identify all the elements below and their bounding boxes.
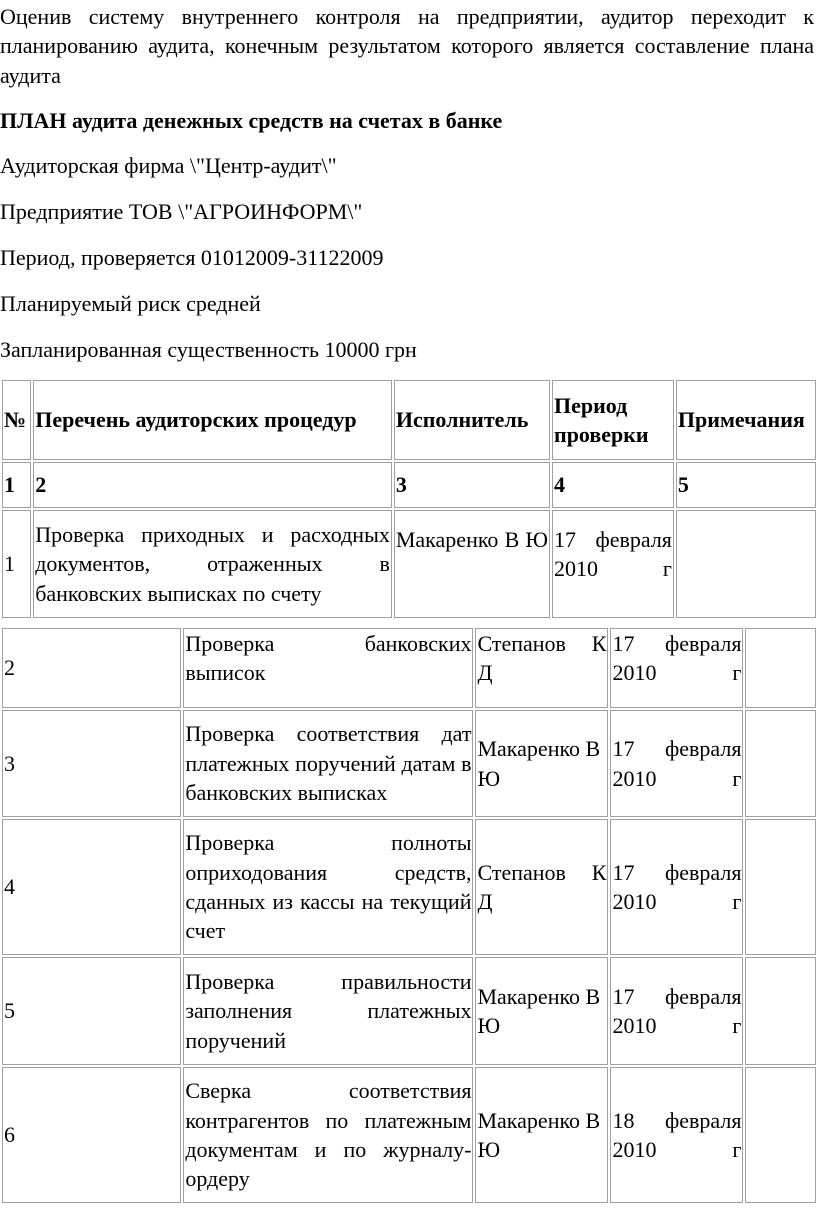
row-note <box>745 710 816 817</box>
col-number-1: 1 <box>2 462 31 508</box>
row-period: 18 февраля 2010 г <box>610 1067 743 1203</box>
row-procedure: Проверка банковских выписок <box>183 628 473 708</box>
row-note <box>676 510 816 618</box>
row-note <box>745 628 816 708</box>
row-procedure: Проверка правильности заполнения платежных поручений <box>183 957 473 1065</box>
info-enterprise: Предприятие ТОВ \"АГРОИНФОРМ\" <box>0 199 363 224</box>
row-number: 2 <box>2 628 181 708</box>
table-column-numbers-row <box>2 462 816 508</box>
col-number-4: 4 <box>552 462 674 508</box>
col-number-3: 3 <box>394 462 550 508</box>
row-procedure: Сверка соответствия контрагентов по платежным документам и по журналу-ордеру <box>183 1067 473 1203</box>
header-notes: Примечания <box>676 380 816 460</box>
plan-title: ПЛАН аудита денежных средств на счетах в банке <box>0 108 503 133</box>
header-procedures: Перечень аудиторских процедур <box>33 380 392 460</box>
table-row <box>2 510 816 618</box>
row-note <box>745 819 816 955</box>
row-executor: Степанов К Д <box>475 819 608 955</box>
table-row <box>2 1067 816 1203</box>
intro-paragraph: Оценив систему внутреннего контроля на предприятии, аудитор переходит к планированию аудита, конечным результатом которого является составление плана аудита <box>0 4 814 88</box>
row-procedure: Проверка соответствия дат платежных поручений датам в банковских выписках <box>183 710 473 817</box>
row-note <box>745 1067 816 1203</box>
col-number-5: 5 <box>676 462 816 508</box>
info-audit-firm: Аудиторская фирма \"Центр-аудит\" <box>0 153 337 178</box>
row-executor: Макаренко В Ю <box>475 710 608 817</box>
row-executor: Макаренко В Ю <box>394 510 550 618</box>
row-number: 5 <box>2 957 181 1065</box>
row-period: 17 февраля 2010 г <box>610 710 743 817</box>
header-executor: Исполнитель <box>394 380 550 460</box>
row-number: 6 <box>2 1067 181 1203</box>
row-number: 3 <box>2 710 181 817</box>
row-period: 17 февраля 2010 г <box>610 628 743 708</box>
table-row <box>2 628 816 708</box>
row-procedure: Проверка приходных и расходных документов, отраженных в банковских выписках по счету <box>33 510 392 618</box>
audit-plan-table-header <box>0 378 816 620</box>
row-period: 17 февраля 2010 г <box>610 957 743 1065</box>
row-procedure: Проверка полноты оприходования средств, сданных из кассы на текущий счет <box>183 819 473 955</box>
audit-plan-table-body <box>0 626 816 1205</box>
table-row <box>2 957 816 1065</box>
table-header-row <box>2 380 816 460</box>
row-executor: Макаренко В Ю <box>475 1067 608 1203</box>
table-row <box>2 819 816 955</box>
info-materiality: Запланированная существенность 10000 грн <box>0 337 417 362</box>
table-row <box>2 710 816 817</box>
row-note <box>745 957 816 1065</box>
row-period: 17 февраля 2010 г <box>552 510 674 618</box>
info-period: Период, проверяется 01012009-31122009 <box>0 245 384 270</box>
row-executor: Степанов К Д <box>475 628 608 708</box>
row-number: 1 <box>2 510 31 618</box>
row-executor: Макаренко В Ю <box>475 957 608 1065</box>
row-period: 17 февраля 2010 г <box>610 819 743 955</box>
header-number: № <box>2 380 31 460</box>
header-period: Период проверки <box>552 380 674 460</box>
row-number: 4 <box>2 819 181 955</box>
col-number-2: 2 <box>33 462 392 508</box>
info-risk: Планируемый риск средней <box>0 291 261 316</box>
